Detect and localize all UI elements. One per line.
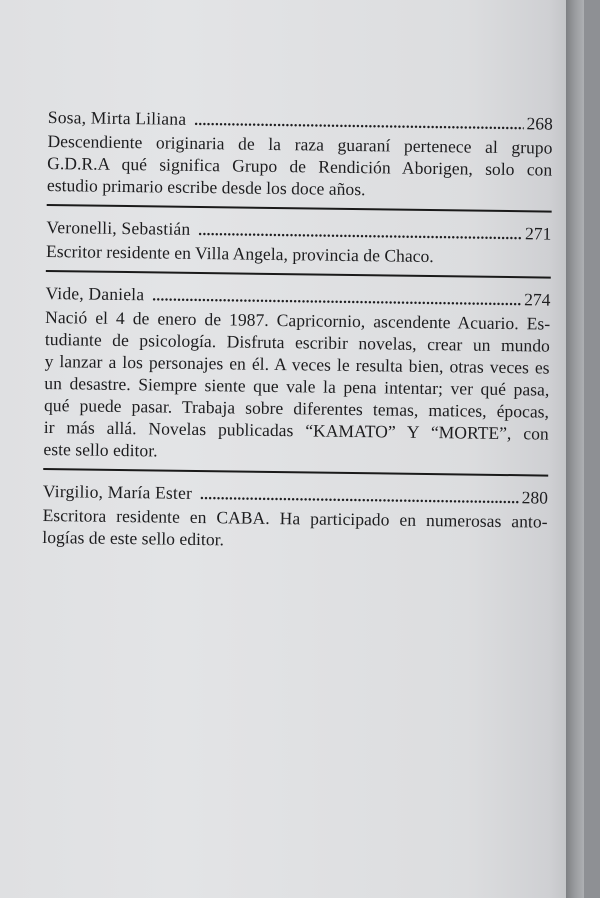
entry-divider bbox=[46, 270, 551, 279]
page-number: 280 bbox=[521, 487, 549, 508]
bio-line: un desastre. Siempre siente que vale la pena intentar; ver qué pasa, bbox=[44, 372, 550, 400]
author-name: Veronelli, Sebastián bbox=[46, 216, 191, 239]
bio-line: este sello editor. bbox=[43, 438, 158, 461]
entry-divider bbox=[43, 468, 548, 477]
page-edge-shadow bbox=[566, 0, 584, 898]
bio-line: Escritor residente en Villa Angela, provincia de Chaco. bbox=[45, 240, 434, 267]
author-bio bbox=[42, 504, 548, 555]
bio-line: logías de este sello editor. bbox=[42, 526, 225, 550]
bio-line: Escritora residente en CABA. Ha participado en numerosas anto- bbox=[42, 504, 548, 532]
bio-line: tudiante de psicología. Disfruta escribir novelas, crear un mundo bbox=[44, 328, 551, 356]
author-entry-sosa bbox=[47, 106, 553, 203]
page-number: 274 bbox=[524, 289, 551, 310]
bio-line: qué puede pasar. Trabaja sobre diferentes temas, matices, épocas, bbox=[43, 394, 550, 422]
author-bio bbox=[43, 306, 550, 467]
author-name: Virgilio, María Ester bbox=[42, 480, 193, 503]
author-entry-vide bbox=[43, 282, 550, 467]
entry-divider bbox=[47, 204, 552, 213]
bio-line: G.D.R.A qué significa Grupo de Rendición Aborigen, solo con bbox=[47, 152, 553, 180]
bio-line: Descendiente originaria de la raza guaraní pertenece al grupo bbox=[47, 130, 553, 158]
bio-line: ir más allá. Novelas publicadas “KAMATO” Y “MORTE”, con bbox=[43, 416, 549, 444]
page-number: 271 bbox=[524, 223, 552, 244]
bio-line: estudio primario escribe desde los doce años. bbox=[46, 174, 366, 200]
bio-line: Nació el 4 de enero de 1987. Capricornio, ascendente Acuario. Es- bbox=[45, 306, 551, 334]
page-number: 268 bbox=[526, 113, 553, 134]
author-index bbox=[42, 106, 553, 555]
author-name: Sosa, Mirta Liliana bbox=[47, 106, 187, 129]
author-name: Vide, Daniela bbox=[45, 282, 145, 305]
author-entry-virgilio bbox=[42, 480, 548, 555]
author-bio bbox=[47, 130, 553, 203]
bio-line: y lanzar a los personajes en él. A veces le resulta bien, otras veces es bbox=[44, 350, 550, 378]
author-entry-veronelli bbox=[46, 216, 552, 269]
